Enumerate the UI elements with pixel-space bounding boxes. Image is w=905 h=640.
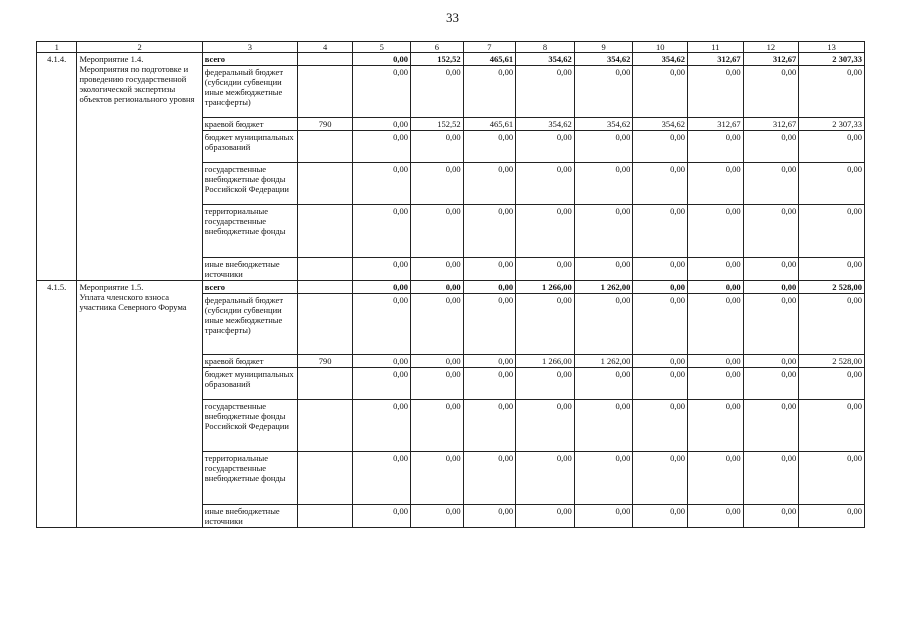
amount-cell: 0,00 [688, 355, 744, 368]
total-cell: 2 528,00 [799, 281, 865, 294]
column-number: 6 [411, 42, 464, 53]
amount-cell: 0,00 [463, 205, 516, 258]
amount-cell: 1 262,00 [574, 281, 633, 294]
table-row [37, 53, 865, 66]
amount-cell: 0,00 [633, 400, 688, 452]
amount-cell: 0,00 [574, 368, 633, 400]
amount-cell: 0,00 [463, 281, 516, 294]
amount-cell: 312,67 [688, 118, 744, 131]
amount-cell: 0,00 [411, 163, 464, 205]
funding-source: территориальные государственные внебюджетные фонды [202, 452, 297, 505]
amount-cell: 0,00 [353, 355, 411, 368]
amount-cell: 0,00 [411, 368, 464, 400]
amount-cell: 0,00 [633, 131, 688, 163]
amount-cell: 0,00 [353, 66, 411, 118]
amount-cell: 0,00 [743, 258, 799, 281]
amount-cell: 0,00 [411, 281, 464, 294]
amount-cell: 0,00 [688, 205, 744, 258]
column-number: 8 [516, 42, 575, 53]
budget-code: 790 [297, 118, 353, 131]
column-number: 2 [77, 42, 202, 53]
amount-cell: 0,00 [633, 66, 688, 118]
amount-cell: 0,00 [633, 452, 688, 505]
amount-cell: 0,00 [516, 131, 575, 163]
budget-table [36, 41, 865, 528]
amount-cell: 0,00 [463, 131, 516, 163]
total-cell: 2 307,33 [799, 118, 865, 131]
total-cell: 2 307,33 [799, 53, 865, 66]
total-cell: 0,00 [799, 505, 865, 528]
funding-source: всего [202, 53, 297, 66]
amount-cell: 0,00 [516, 505, 575, 528]
amount-cell: 0,00 [463, 452, 516, 505]
funding-source: государственные внебюджетные фонды Российской Федерации [202, 163, 297, 205]
amount-cell: 0,00 [574, 505, 633, 528]
column-number: 9 [574, 42, 633, 53]
amount-cell: 0,00 [353, 505, 411, 528]
amount-cell: 0,00 [743, 505, 799, 528]
amount-cell: 0,00 [743, 66, 799, 118]
total-cell: 2 528,00 [799, 355, 865, 368]
amount-cell: 0,00 [633, 281, 688, 294]
total-cell: 0,00 [799, 452, 865, 505]
amount-cell: 0,00 [463, 66, 516, 118]
amount-cell: 0,00 [633, 505, 688, 528]
budget-code [297, 131, 353, 163]
total-cell: 0,00 [799, 368, 865, 400]
amount-cell: 0,00 [463, 505, 516, 528]
column-number: 11 [688, 42, 744, 53]
amount-cell: 0,00 [411, 131, 464, 163]
amount-cell: 0,00 [743, 131, 799, 163]
total-cell: 0,00 [799, 294, 865, 355]
amount-cell: 0,00 [353, 205, 411, 258]
column-number-row [37, 42, 865, 53]
amount-cell: 354,62 [574, 118, 633, 131]
amount-cell: 0,00 [353, 368, 411, 400]
amount-cell: 0,00 [574, 294, 633, 355]
funding-source: территориальные государственные внебюджетные фонды [202, 205, 297, 258]
amount-cell: 0,00 [743, 400, 799, 452]
funding-source: краевой бюджет [202, 118, 297, 131]
funding-source: иные внебюджетные источники [202, 258, 297, 281]
funding-source: краевой бюджет [202, 355, 297, 368]
amount-cell: 0,00 [633, 368, 688, 400]
amount-cell: 0,00 [411, 66, 464, 118]
budget-code [297, 368, 353, 400]
amount-cell: 0,00 [353, 131, 411, 163]
activity-title: Мероприятие 1.4. Мероприятия по подготовке и проведению государственной экологической экспертизы объектов регионального уровня [77, 53, 202, 281]
column-number: 13 [799, 42, 865, 53]
budget-code [297, 400, 353, 452]
amount-cell: 0,00 [633, 294, 688, 355]
amount-cell: 0,00 [574, 452, 633, 505]
amount-cell: 0,00 [688, 66, 744, 118]
amount-cell: 0,00 [574, 131, 633, 163]
funding-source: бюджет муниципальных образований [202, 131, 297, 163]
amount-cell: 0,00 [516, 205, 575, 258]
funding-source: государственные внебюджетные фонды Российской Федерации [202, 400, 297, 452]
amount-cell: 0,00 [688, 163, 744, 205]
amount-cell: 0,00 [688, 505, 744, 528]
amount-cell: 0,00 [574, 258, 633, 281]
column-number: 10 [633, 42, 688, 53]
amount-cell: 0,00 [411, 205, 464, 258]
amount-cell: 152,52 [411, 53, 464, 66]
budget-code [297, 281, 353, 294]
amount-cell: 354,62 [574, 53, 633, 66]
amount-cell: 0,00 [353, 53, 411, 66]
amount-cell: 0,00 [353, 258, 411, 281]
amount-cell: 0,00 [516, 258, 575, 281]
amount-cell: 0,00 [633, 163, 688, 205]
activity-number: 4.1.4. [37, 53, 77, 281]
amount-cell: 0,00 [743, 281, 799, 294]
amount-cell: 0,00 [353, 281, 411, 294]
budget-code [297, 294, 353, 355]
amount-cell: 0,00 [411, 452, 464, 505]
amount-cell: 0,00 [633, 205, 688, 258]
table-row [37, 281, 865, 294]
amount-cell: 312,67 [688, 53, 744, 66]
amount-cell: 0,00 [516, 294, 575, 355]
amount-cell: 0,00 [516, 368, 575, 400]
amount-cell: 0,00 [574, 66, 633, 118]
amount-cell: 0,00 [353, 294, 411, 355]
amount-cell: 0,00 [574, 400, 633, 452]
amount-cell: 0,00 [743, 205, 799, 258]
total-cell: 0,00 [799, 66, 865, 118]
amount-cell: 0,00 [463, 163, 516, 205]
budget-code [297, 53, 353, 66]
activity-title: Мероприятие 1.5. Уплата членского взноса участника Северного Форума [77, 281, 202, 528]
amount-cell: 0,00 [411, 505, 464, 528]
amount-cell: 0,00 [633, 355, 688, 368]
column-number: 12 [743, 42, 799, 53]
budget-code [297, 505, 353, 528]
amount-cell: 0,00 [516, 452, 575, 505]
funding-source: иные внебюджетные источники [202, 505, 297, 528]
amount-cell: 0,00 [688, 131, 744, 163]
amount-cell: 0,00 [688, 368, 744, 400]
amount-cell: 0,00 [516, 400, 575, 452]
amount-cell: 0,00 [743, 294, 799, 355]
amount-cell: 0,00 [411, 355, 464, 368]
amount-cell: 0,00 [353, 452, 411, 505]
amount-cell: 0,00 [411, 400, 464, 452]
amount-cell: 0,00 [633, 258, 688, 281]
column-number: 1 [37, 42, 77, 53]
amount-cell: 0,00 [463, 294, 516, 355]
table-body [37, 53, 865, 528]
amount-cell: 0,00 [516, 66, 575, 118]
funding-source: федеральный бюджет (субсидии субвенции иные межбюджетные трансферты) [202, 294, 297, 355]
total-cell: 0,00 [799, 400, 865, 452]
amount-cell: 0,00 [463, 355, 516, 368]
amount-cell: 0,00 [743, 163, 799, 205]
budget-code [297, 66, 353, 118]
column-number: 3 [202, 42, 297, 53]
amount-cell: 0,00 [574, 205, 633, 258]
amount-cell: 465,61 [463, 118, 516, 131]
amount-cell: 1 266,00 [516, 281, 575, 294]
total-cell: 0,00 [799, 205, 865, 258]
amount-cell: 0,00 [688, 400, 744, 452]
amount-cell: 465,61 [463, 53, 516, 66]
funding-source: федеральный бюджет (субсидии субвенции иные межбюджетные трансферты) [202, 66, 297, 118]
amount-cell: 1 266,00 [516, 355, 575, 368]
total-cell: 0,00 [799, 131, 865, 163]
amount-cell: 0,00 [743, 452, 799, 505]
amount-cell: 152,52 [411, 118, 464, 131]
funding-source: всего [202, 281, 297, 294]
column-number: 7 [463, 42, 516, 53]
amount-cell: 0,00 [688, 258, 744, 281]
total-cell: 0,00 [799, 163, 865, 205]
amount-cell: 354,62 [633, 53, 688, 66]
amount-cell: 0,00 [463, 258, 516, 281]
amount-cell: 0,00 [463, 368, 516, 400]
page-number: 33 [446, 10, 459, 25]
budget-code [297, 258, 353, 281]
amount-cell: 0,00 [353, 400, 411, 452]
total-cell: 0,00 [799, 258, 865, 281]
amount-cell: 0,00 [688, 281, 744, 294]
amount-cell: 0,00 [411, 294, 464, 355]
amount-cell: 0,00 [743, 368, 799, 400]
activity-number: 4.1.5. [37, 281, 77, 528]
budget-code [297, 452, 353, 505]
amount-cell: 0,00 [574, 163, 633, 205]
budget-code [297, 163, 353, 205]
amount-cell: 312,67 [743, 53, 799, 66]
amount-cell: 312,67 [743, 118, 799, 131]
amount-cell: 0,00 [516, 163, 575, 205]
budget-code: 790 [297, 355, 353, 368]
amount-cell: 0,00 [743, 355, 799, 368]
column-number: 4 [297, 42, 353, 53]
funding-source: бюджет муниципальных образований [202, 368, 297, 400]
amount-cell: 0,00 [463, 400, 516, 452]
amount-cell: 0,00 [688, 452, 744, 505]
amount-cell: 0,00 [353, 163, 411, 205]
amount-cell: 0,00 [411, 258, 464, 281]
amount-cell: 0,00 [353, 118, 411, 131]
amount-cell: 354,62 [516, 118, 575, 131]
amount-cell: 0,00 [688, 294, 744, 355]
amount-cell: 354,62 [516, 53, 575, 66]
budget-code [297, 205, 353, 258]
column-number: 5 [353, 42, 411, 53]
amount-cell: 354,62 [633, 118, 688, 131]
amount-cell: 1 262,00 [574, 355, 633, 368]
